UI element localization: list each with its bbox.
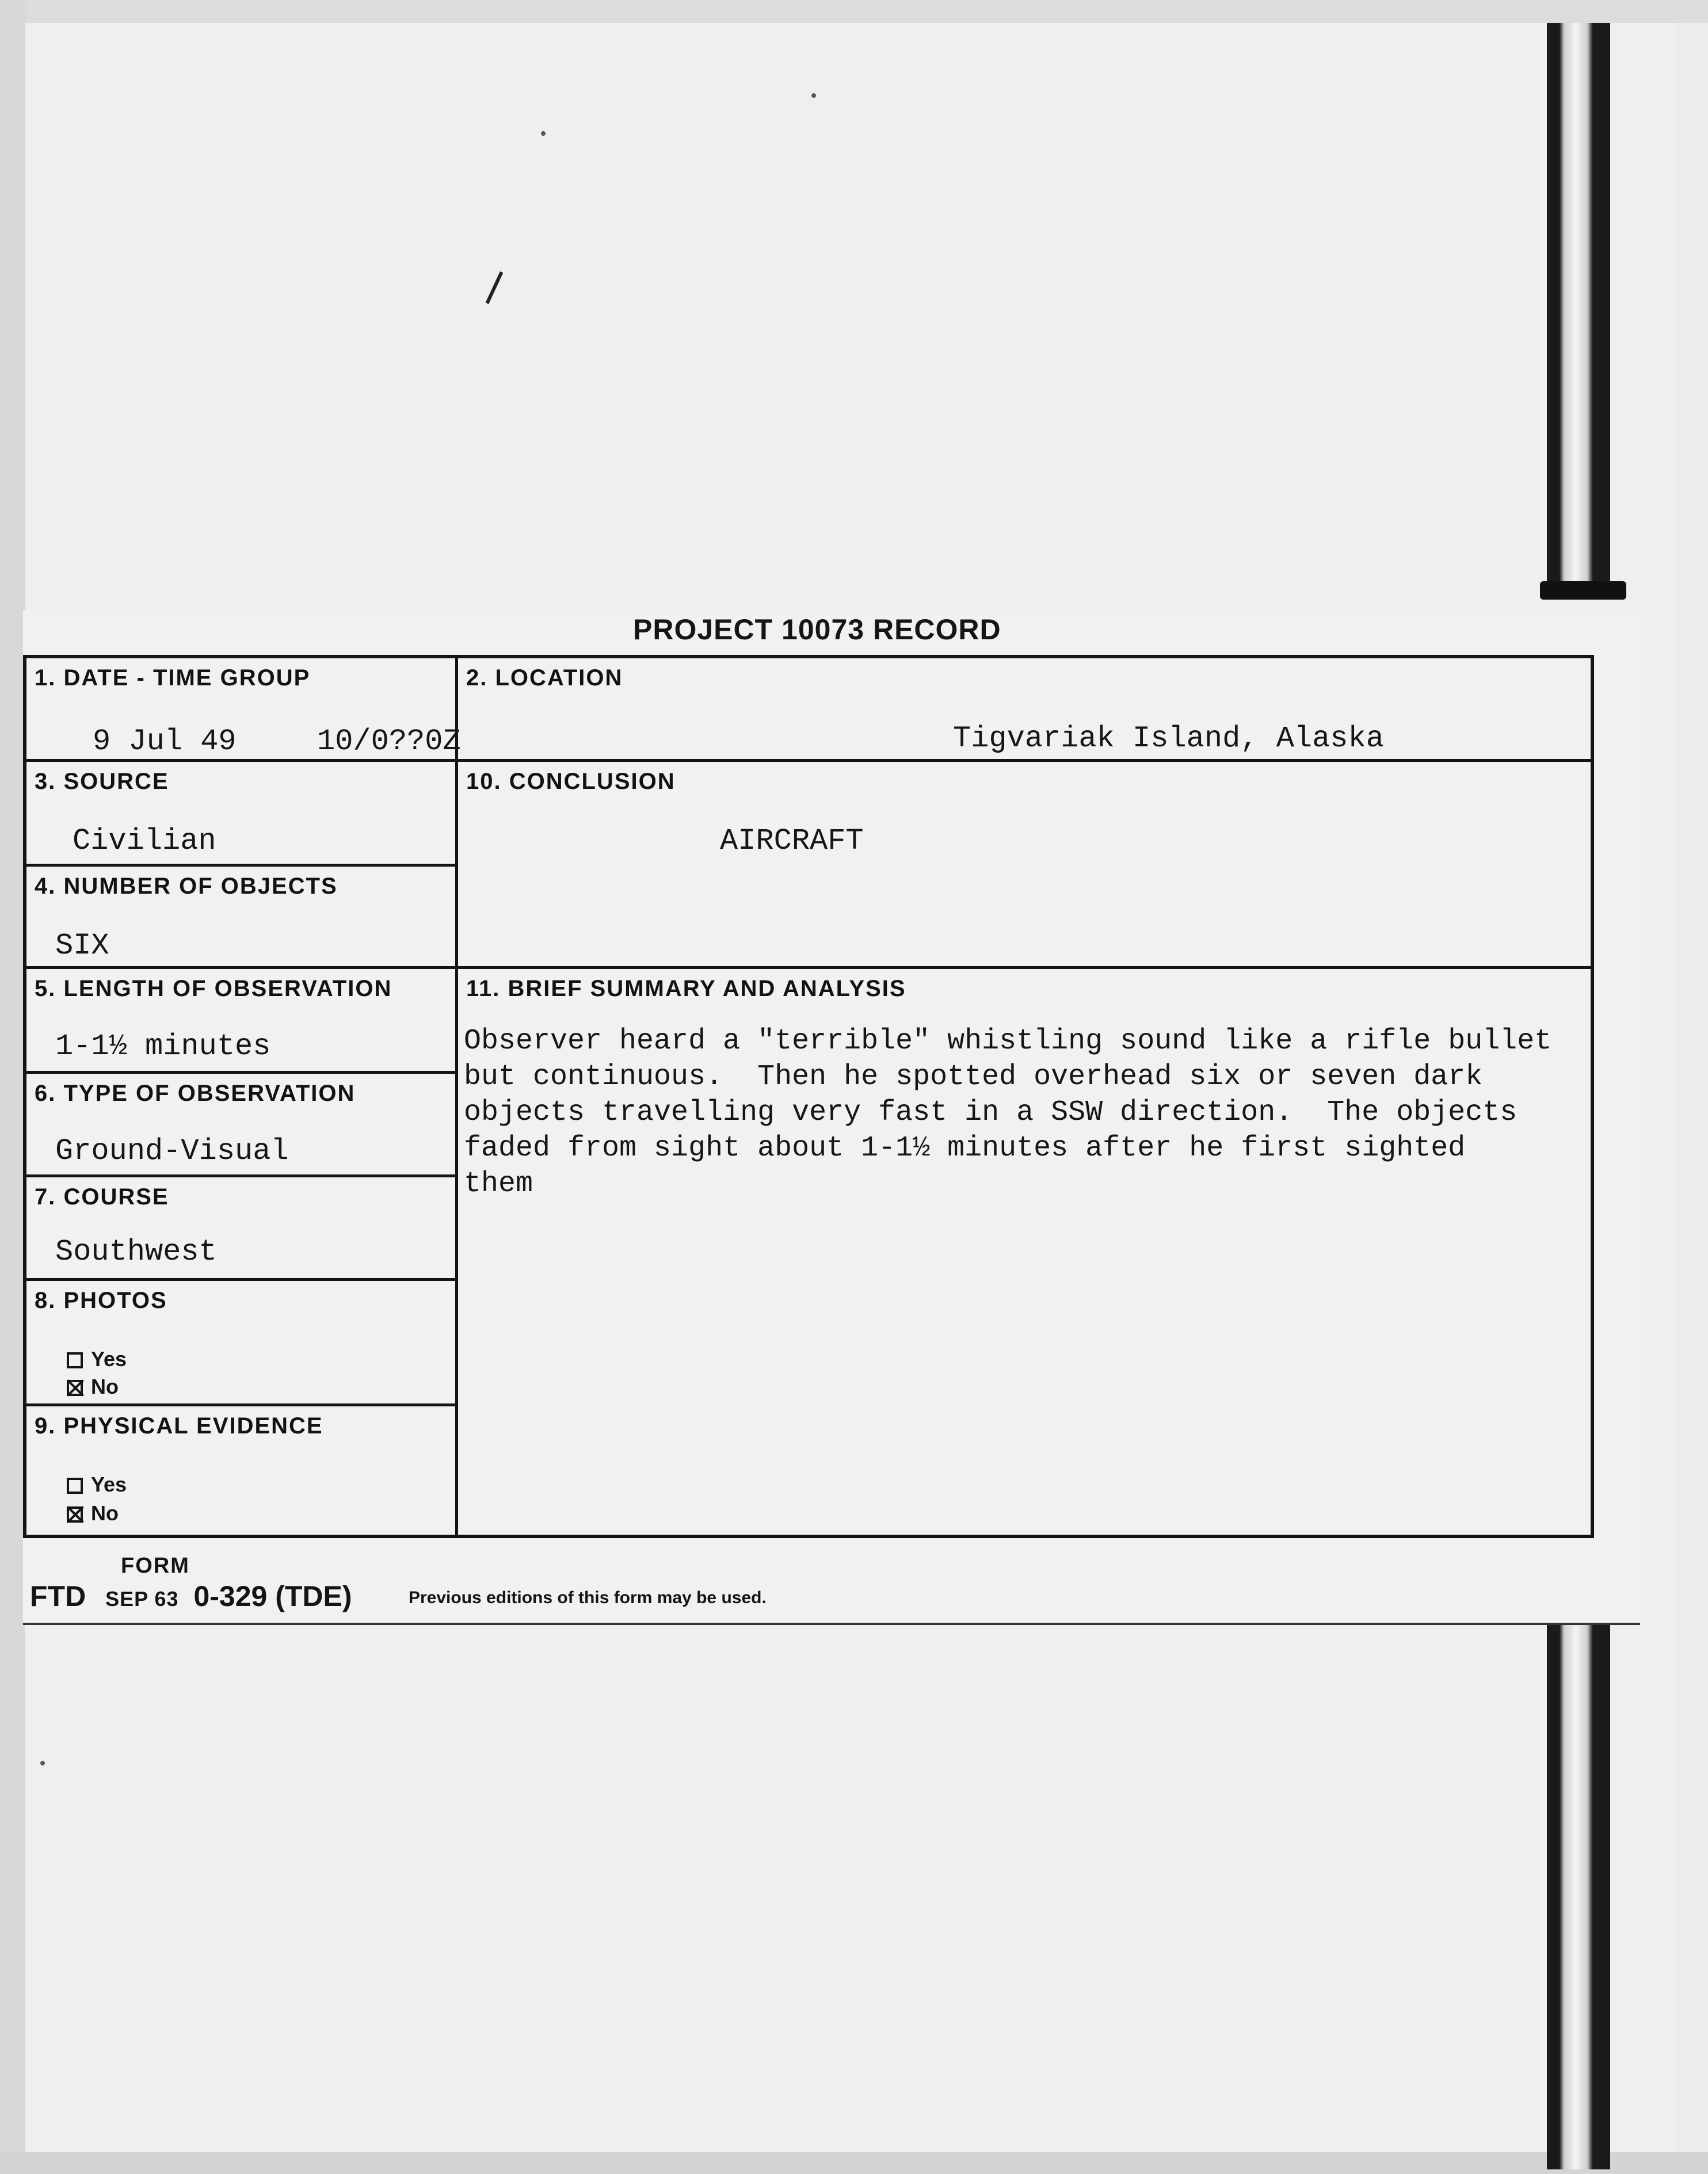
source-label: 3. SOURCE (35, 769, 169, 794)
conclusion-value: AIRCRAFT (720, 824, 864, 858)
scan-edge-left (0, 0, 25, 2174)
scan-speck (541, 131, 546, 136)
summary-text: Observer heard a "terrible" whistling sound like a rifle bullet but continuous. Then he spotted overhead six or seven dark objects travelling very fast in a SSW direction. The objects faded from sight about 1-1½ minutes after he first sighted them (464, 1025, 1552, 1200)
footer-ftd: FTD (30, 1580, 86, 1612)
type-of-observation-cell (26, 1074, 458, 1177)
footer-previous-editions-note: Previous editions of this form may be used. (409, 1588, 767, 1607)
physical-evidence-cell (26, 1406, 458, 1535)
photos-yes-label: Yes (91, 1347, 127, 1371)
course-cell (26, 1177, 458, 1281)
binder-strip-top (1547, 23, 1610, 598)
summary-label: 11. BRIEF SUMMARY AND ANALYSIS (466, 976, 906, 1001)
photos-no-label: No (91, 1375, 119, 1398)
type-of-observation-label: 6. TYPE OF OBSERVATION (35, 1081, 356, 1106)
course-value: Southwest (55, 1235, 217, 1269)
photos-label: 8. PHOTOS (35, 1288, 167, 1313)
physical-evidence-no-label: No (91, 1501, 119, 1525)
scan-speck (811, 93, 816, 98)
scan-edge-top (0, 0, 1708, 23)
conclusion-label: 10. CONCLUSION (466, 769, 676, 794)
location-value: Tigvariak Island, Alaska (953, 722, 1384, 756)
number-of-objects-cell (26, 867, 458, 969)
type-of-observation-value: Ground-Visual (55, 1134, 289, 1168)
length-of-observation-value: 1-1½ minutes (55, 1029, 271, 1063)
form-title: PROJECT 10073 RECORD (633, 613, 1001, 646)
time-value: 10/0??0Z (317, 724, 461, 758)
footer-date-code: SEP 63 (105, 1587, 179, 1611)
photos-yes-checkbox[interactable] (67, 1352, 83, 1368)
photos-no-checkbox-checked[interactable] (67, 1380, 83, 1396)
number-of-objects-value: SIX (55, 929, 109, 963)
physical-evidence-no-option[interactable] (67, 1501, 119, 1525)
length-of-observation-label: 5. LENGTH OF OBSERVATION (35, 976, 392, 1001)
footer-form-word: FORM (121, 1554, 190, 1578)
date-value: 9 Jul 49 (93, 724, 237, 758)
physical-evidence-label: 9. PHYSICAL EVIDENCE (35, 1413, 323, 1439)
scan-edge-bottom (0, 2152, 1708, 2174)
physical-evidence-yes-option[interactable] (67, 1473, 127, 1497)
location-label: 2. LOCATION (466, 665, 623, 691)
binder-strip-bottom (1547, 1617, 1610, 2169)
record-form-grid (23, 655, 1594, 1538)
physical-evidence-yes-checkbox[interactable] (67, 1478, 83, 1494)
physical-evidence-yes-label: Yes (91, 1473, 127, 1496)
binder-strip-base (1540, 581, 1626, 600)
footer-form-number: 0-329 (TDE) (193, 1580, 352, 1612)
photos-cell (26, 1281, 458, 1406)
date-time-label: 1. DATE - TIME GROUP (35, 665, 311, 691)
source-cell (26, 762, 458, 867)
photos-no-option[interactable] (67, 1375, 119, 1399)
date-time-cell (26, 658, 461, 762)
photos-yes-option[interactable] (67, 1347, 127, 1371)
number-of-objects-label: 4. NUMBER OF OBJECTS (35, 874, 338, 899)
footer-form-id (30, 1580, 352, 1613)
physical-evidence-no-checkbox-checked[interactable] (67, 1506, 83, 1523)
scan-speck (40, 1761, 45, 1765)
length-of-observation-cell (26, 969, 458, 1074)
location-cell (458, 658, 1591, 762)
conclusion-cell (458, 762, 1591, 969)
course-label: 7. COURSE (35, 1184, 169, 1210)
source-value: Civilian (73, 824, 216, 858)
